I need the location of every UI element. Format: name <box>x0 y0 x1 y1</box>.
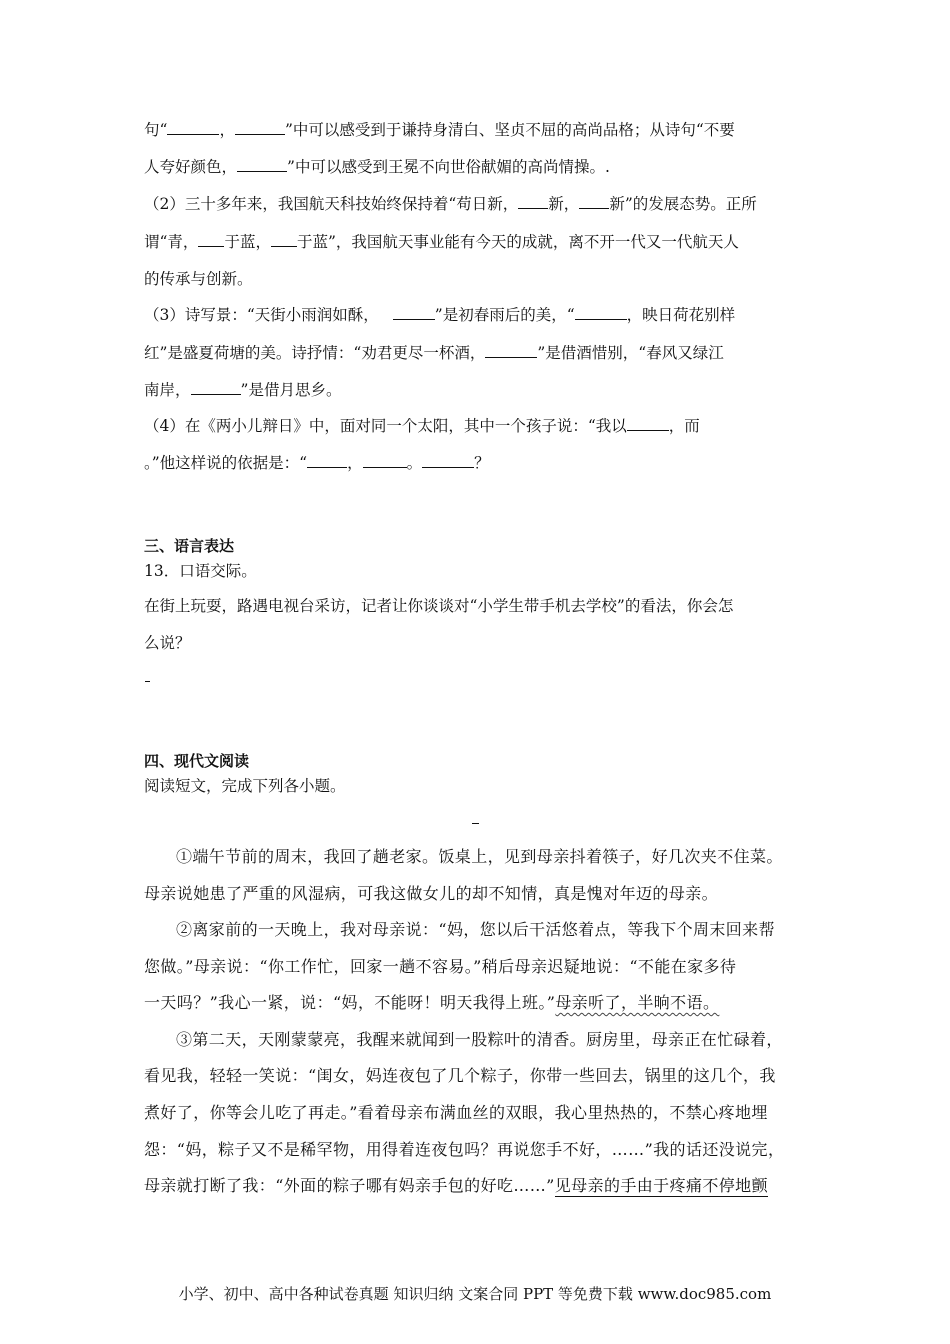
text: （2）三十多年来，我国航天科技始终保持着“苟日新， <box>144 195 519 213</box>
question-3-line <box>144 341 724 363</box>
text: 。”他这样说的依据是：“ <box>144 454 308 472</box>
underlined-sentence: 见母亲的手由于疼痛不停地颤 <box>554 1176 768 1195</box>
passage-paragraph-1: ①端午节前的周末，我回了趟老家。饭桌上，见到母亲抖着筷子，好几次夹不住菜。 <box>176 847 783 866</box>
passage-paragraph-3: 煮好了，你等会儿吃了再走。”看着母亲布满血丝的双眼，我心里热热的，不禁心疼地埋 <box>144 1103 768 1122</box>
text: 。 <box>406 454 423 472</box>
question-13-prompt: 么说？ <box>144 634 191 652</box>
text: ”中可以感受到王冕不向世俗献媚的高尚情操。. <box>287 158 610 176</box>
text: （3）诗写景：“天街小雨润如酥， <box>144 306 379 324</box>
fill-blank[interactable] <box>363 453 407 468</box>
text: 于蓝， <box>224 233 271 251</box>
question-4-line <box>144 414 700 436</box>
passage-paragraph-2: ②离家前的一天晚上，我对母亲说：“妈，您以后干活悠着点，等我下个周末回来帮 <box>176 920 775 939</box>
question-3-line <box>144 303 735 325</box>
poem-fill-line <box>144 118 735 140</box>
text: 新， <box>548 195 580 213</box>
question-2-line <box>144 192 757 214</box>
fill-blank[interactable] <box>627 416 669 431</box>
text: 于蓝”，我国航天事业能有今天的成就，离不开一代又一代航天人 <box>296 233 739 251</box>
passage-paragraph-3 <box>144 1173 768 1196</box>
question-2-line <box>144 267 253 289</box>
fill-blank[interactable] <box>422 453 474 468</box>
fill-blank[interactable] <box>191 380 241 395</box>
fill-blank[interactable] <box>575 305 627 320</box>
text: 新”的发展态势。正所 <box>609 195 757 213</box>
passage-paragraph-3: 怨：“妈，粽子又不是稀罕物，用得着连夜包吗？再说您手不好，……”我的话还没说完， <box>144 1140 785 1159</box>
question-2-line <box>144 230 739 252</box>
passage-paragraph-3: 看见我，轻轻一笑说：“闺女，妈连夜包了几个粽子，你带一些回去，锅里的这几个，我 <box>144 1066 776 1085</box>
reading-instructions: 阅读短文，完成下列各小题。 <box>144 777 346 795</box>
text: 红”是盛夏荷塘的美。诗抒情：“劝君更尽一杯酒， <box>144 344 486 362</box>
section-heading-language: 三、语言表达 <box>144 537 235 555</box>
question-4-line <box>144 451 490 473</box>
text: ”是借月思乡。 <box>240 381 342 399</box>
question-13-title: 13．口语交际。 <box>144 562 257 580</box>
text: 谓“青， <box>144 233 199 251</box>
passage-paragraph-2 <box>144 990 719 1013</box>
wavy-underlined-sentence: 母亲听了，半晌不语。 <box>555 993 720 1012</box>
text: 句“ <box>144 121 168 139</box>
fill-blank[interactable] <box>485 343 537 358</box>
fill-blank[interactable] <box>237 157 287 172</box>
passage-paragraph-1: 母亲说她患了严重的风湿病，可我这做女儿的却不知情，真是愧对年迈的母亲。 <box>144 884 719 903</box>
text: ”是借酒惜别，“春风又绿江 <box>537 344 724 362</box>
fill-blank[interactable] <box>393 305 435 320</box>
text: 南岸， <box>144 381 191 399</box>
poem-fill-line <box>144 155 610 177</box>
fill-blank[interactable] <box>307 453 347 468</box>
answer-mark <box>145 681 150 682</box>
text: ”中可以感受到于谦持身清白、坚贞不屈的高尚品格；从诗句“不要 <box>284 121 735 139</box>
question-13-prompt: 在街上玩耍，路遇电视台采访，记者让你谈谈对“小学生带手机去学校”的看法，你会怎 <box>144 597 734 615</box>
fill-blank[interactable] <box>579 194 609 209</box>
text: ”是初春雨后的美，“ <box>434 306 575 324</box>
text: （4）在《两小儿辩日》中，面对同一个太阳，其中一个孩子说：“我以 <box>144 417 627 435</box>
title-mark <box>472 823 479 824</box>
fill-blank[interactable] <box>167 120 219 135</box>
text: 一天吗？”我心一紧，说：“妈，不能呀！明天我得上班。” <box>144 993 556 1012</box>
passage-paragraph-3: ③第二天，天刚蒙蒙亮，我醒来就闻到一股粽叶的清香。厨房里，母亲正在忙碌着， <box>176 1030 783 1049</box>
question-3-line <box>144 378 341 400</box>
passage-paragraph-2: 您做。”母亲说：“你工作忙，回家一趟不容易。”稍后母亲迟疑地说：“不能在家多待 <box>144 957 737 976</box>
text: ？ <box>474 454 490 472</box>
text: ， <box>219 121 235 139</box>
text: ，而 <box>668 417 700 435</box>
page-footer: 小学、初中、高中各种试卷真题 知识归纳 文案合同 PPT 等免费下载 www.doc985.com <box>178 1285 772 1303</box>
text: 人夸好颜色， <box>144 158 238 176</box>
fill-blank[interactable] <box>235 120 285 135</box>
section-heading-reading: 四、现代文阅读 <box>144 752 250 770</box>
fill-blank[interactable] <box>198 232 224 247</box>
text: ，映日荷花别样 <box>626 306 736 324</box>
text: ， <box>347 454 363 472</box>
fill-blank[interactable] <box>518 194 548 209</box>
text: 母亲就打断了我：“外面的粽子哪有妈亲手包的好吃……” <box>144 1176 555 1195</box>
text: 的传承与创新。 <box>144 270 253 288</box>
fill-blank[interactable] <box>271 232 297 247</box>
